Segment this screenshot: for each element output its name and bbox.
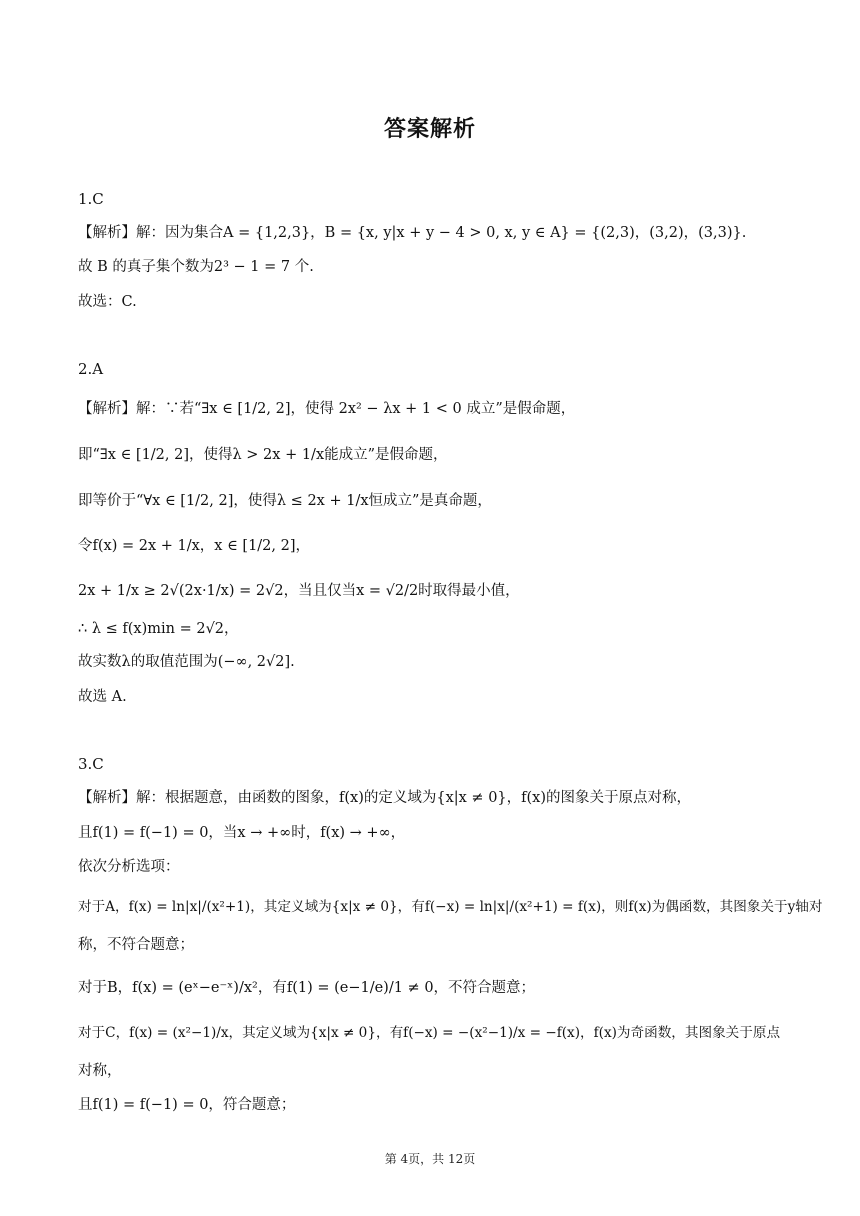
question-3-number: 3.C (78, 755, 104, 773)
question-2-number: 2.A (78, 360, 104, 378)
question-1-line-3: 故选：C. (78, 294, 137, 310)
question-2-line-4: 令f(x) = 2x + 1/x，x ∈ [1/2, 2]， (78, 538, 311, 554)
question-1-line-2: 故 B 的真子集个数为2³ − 1 = 7 个. (78, 259, 314, 275)
question-3-line-2: 且f(1) = f(−1) = 0，当x → +∞时，f(x) → +∞， (78, 825, 406, 841)
question-3-line-4: 对于A，f(x) = ln|x|/(x²+1)，其定义域为{x|x ≠ 0}，有f(−x) = ln|x|/(x²+1) = f(x)，则f(x)为偶函数，其图象关于y轴对 (78, 899, 823, 915)
question-1-line-1: 【解析】解：因为集合A = {1,2,3}，B = {x, y|x + y − 4 > 0, x, y ∈ A} = {(2,3)，(3,2)，(3,3)}. (78, 225, 747, 241)
question-2-line-8: 故选 A. (78, 689, 127, 705)
question-2-line-6: ∴ λ ≤ f(x)min = 2√2， (78, 621, 239, 637)
question-3-line-5: 称，不符合题意； (78, 937, 194, 953)
question-3-line-1: 【解析】解：根据题意，由函数的图象，f(x)的定义域为{x|x ≠ 0}，f(x)的图象关于原点对称， (78, 790, 691, 806)
question-2-line-2: 即“∃x ∈ [1/2, 2]，使得λ > 2x + 1/x能成立”是假命题， (78, 447, 448, 463)
page-footer: 第 4页，共 12页 (384, 1152, 476, 1166)
question-2-line-5: 2x + 1/x ≥ 2√(2x·1/x) = 2√2，当且仅当x = √2/2时取得最小值， (78, 583, 520, 599)
question-2-line-1: 【解析】解：∵若“∃x ∈ [1/2, 2]，使得 2x² − λx + 1 < 0 成立”是假命题， (78, 401, 576, 417)
question-3-line-6: 对于B，f(x) = (eˣ−e⁻ˣ)/x²，有f(1) = (e−1/e)/1 ≠ 0，不符合题意； (78, 980, 536, 996)
question-2-line-3: 即等价于“∀x ∈ [1/2, 2]，使得λ ≤ 2x + 1/x恒成立”是真命题， (78, 493, 492, 509)
question-3-line-3: 依次分析选项： (78, 859, 180, 875)
question-3-line-8: 对称， (78, 1063, 122, 1079)
question-3-line-7: 对于C，f(x) = (x²−1)/x，其定义域为{x|x ≠ 0}，有f(−x) = −(x²−1)/x = −f(x)，f(x)为奇函数，其图象关于原点 (78, 1025, 781, 1041)
page-title: 答案解析 (383, 116, 476, 142)
question-3-line-9: 且f(1) = f(−1) = 0，符合题意； (78, 1097, 296, 1113)
question-2-line-7: 故实数λ的取值范围为(−∞, 2√2]. (78, 654, 295, 670)
question-1-number: 1.C (78, 190, 104, 208)
